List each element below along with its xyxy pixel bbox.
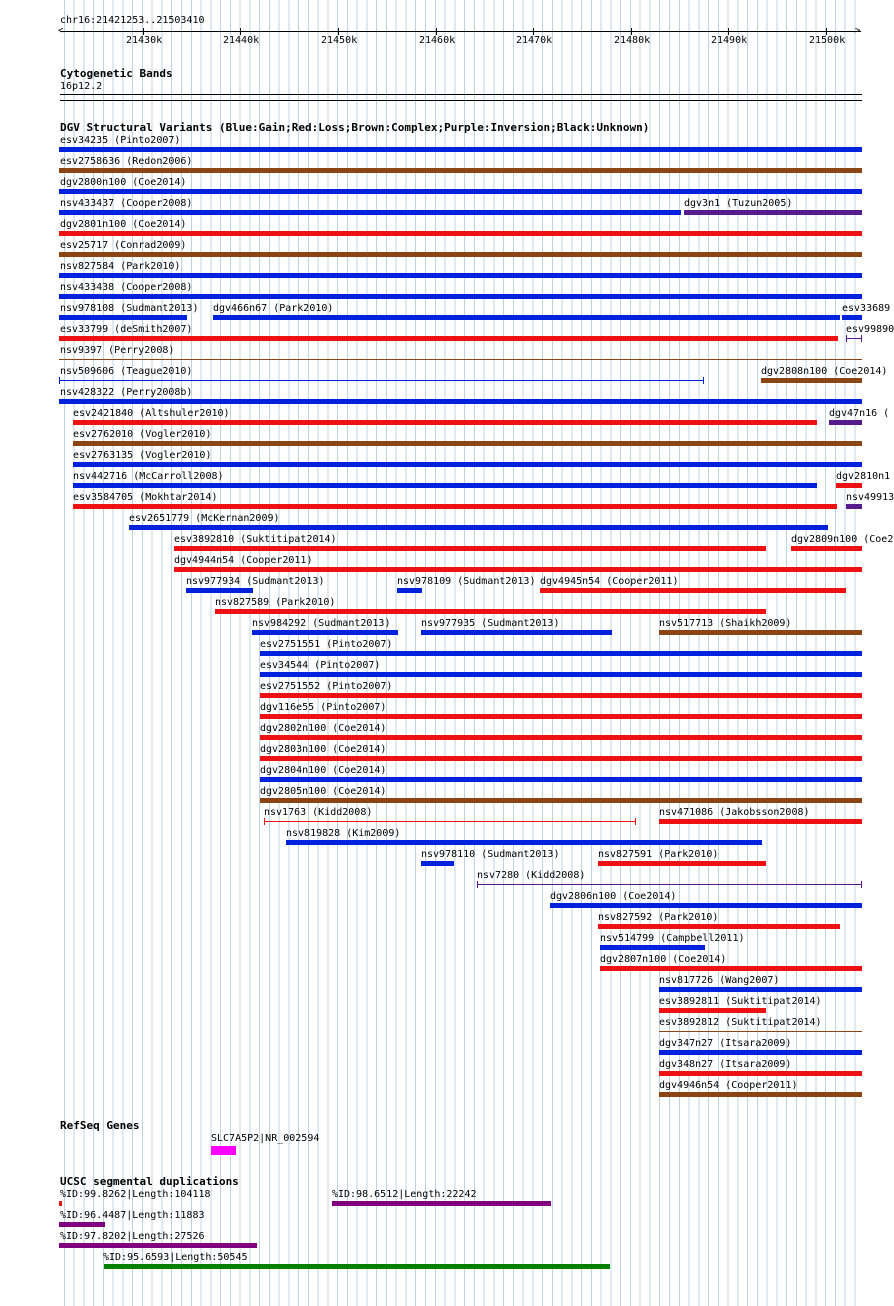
dgv-feature-label[interactable]: dgv47n16 ( bbox=[829, 408, 890, 419]
segdup-feature-bar[interactable] bbox=[332, 1201, 551, 1206]
dgv-feature-label[interactable]: esv3892812 (Suktitipat2014) bbox=[659, 1017, 822, 1028]
dgv-feature-label[interactable]: dgv2810n1 bbox=[836, 471, 891, 482]
ruler-tick-label: 21500k bbox=[809, 35, 846, 46]
ruler-tick-label: 21470k bbox=[516, 35, 553, 46]
ruler-tick-label: 21460k bbox=[419, 35, 456, 46]
dgv-track-title: DGV Structural Variants (Blue:Gain;Red:Loss;Brown:Complex;Purple:Inversion;Black:Unknown) bbox=[60, 121, 650, 134]
dgv-feature-label[interactable]: esv99890 bbox=[846, 324, 894, 335]
dgv-feature-label[interactable]: nsv1763 (Kidd2008) bbox=[264, 807, 373, 818]
dgv-feature-label[interactable]: nsv827589 (Park2010) bbox=[215, 597, 336, 608]
dgv-feature-label[interactable]: nsv827591 (Park2010) bbox=[598, 849, 719, 860]
dgv-feature-label[interactable]: dgv2803n100 (Coe2014) bbox=[260, 744, 387, 755]
dgv-feature-label[interactable]: dgv466n67 (Park2010) bbox=[213, 303, 334, 314]
dgv-feature-label[interactable]: dgv2809n100 (Coe2 bbox=[791, 534, 894, 545]
dgv-feature-label[interactable]: esv34544 (Pinto2007) bbox=[260, 660, 381, 671]
dgv-feature-label[interactable]: esv3584705 (Mokhtar2014) bbox=[73, 492, 218, 503]
ruler-tick-label: 21450k bbox=[321, 35, 358, 46]
dgv-feature-label[interactable]: nsv514799 (Campbell2011) bbox=[600, 933, 745, 944]
segdup-feature-bar[interactable] bbox=[59, 1201, 62, 1206]
dgv-feature-label[interactable]: dgv4945n54 (Cooper2011) bbox=[540, 576, 679, 587]
dgv-feature-label[interactable]: nsv984292 (Sudmant2013) bbox=[252, 618, 391, 629]
dgv-feature-label[interactable]: nsv49913 bbox=[846, 492, 894, 503]
dgv-feature-label[interactable]: esv2421840 (Altshuler2010) bbox=[73, 408, 230, 419]
cytoband-label: 16p12.2 bbox=[60, 81, 103, 92]
dgv-feature-label[interactable]: nsv9397 (Perry2008) bbox=[60, 345, 175, 356]
segdup-feature-label[interactable]: %ID:96.4487|Length:11883 bbox=[60, 1210, 205, 1221]
dgv-feature-label[interactable]: nsv428322 (Perry2008b) bbox=[60, 387, 193, 398]
segdup-feature-bar[interactable] bbox=[104, 1264, 610, 1269]
dgv-feature-label[interactable]: nsv977934 (Sudmant2013) bbox=[186, 576, 325, 587]
ruler-left-arrow: < bbox=[58, 26, 64, 36]
refseq-gene-label[interactable]: SLC7A5P2|NR_002594 bbox=[211, 1133, 320, 1144]
dgv-feature-label[interactable]: nsv433438 (Cooper2008) bbox=[60, 282, 193, 293]
ruler-tick-label: 21480k bbox=[614, 35, 651, 46]
ruler-tick-label: 21440k bbox=[223, 35, 260, 46]
refseq-track-title: RefSeq Genes bbox=[60, 1119, 140, 1132]
ruler-right-arrow: > bbox=[855, 26, 861, 36]
segdup-feature-label[interactable]: %ID:97.8202|Length:27526 bbox=[60, 1231, 205, 1242]
dgv-feature-label[interactable]: dgv2805n100 (Coe2014) bbox=[260, 786, 387, 797]
dgv-feature-label[interactable]: nsv517713 (Shaikh2009) bbox=[659, 618, 792, 629]
dgv-feature-label[interactable]: nsv819828 (Kim2009) bbox=[286, 828, 401, 839]
dgv-feature-label[interactable]: esv33689 bbox=[842, 303, 891, 314]
segdup-feature-label[interactable]: %ID:98.6512|Length:22242 bbox=[332, 1189, 477, 1200]
dgv-feature-label[interactable]: esv2758636 (Redon2006) bbox=[60, 156, 193, 167]
dgv-feature-label[interactable]: nsv442716 (McCarroll2008) bbox=[73, 471, 224, 482]
dgv-feature-label[interactable]: esv3892811 (Suktitipat2014) bbox=[659, 996, 822, 1007]
dgv-feature-label[interactable]: nsv827584 (Park2010) bbox=[60, 261, 181, 272]
segdup-feature-label[interactable]: %ID:95.6593|Length:50545 bbox=[103, 1252, 248, 1263]
dgv-feature-label[interactable]: nsv509606 (Teague2010) bbox=[60, 366, 193, 377]
segdup-feature-label[interactable]: %ID:99.8262|Length:104118 bbox=[60, 1189, 211, 1200]
segdup-track-title: UCSC segmental duplications bbox=[60, 1175, 239, 1188]
dgv-feature-label[interactable]: esv2751551 (Pinto2007) bbox=[260, 639, 393, 650]
ruler-tick-label: 21430k bbox=[126, 35, 163, 46]
dgv-feature-label[interactable]: esv3892810 (Suktitipat2014) bbox=[174, 534, 337, 545]
dgv-feature-label[interactable]: esv2651779 (McKernan2009) bbox=[129, 513, 280, 524]
dgv-feature-label[interactable]: nsv817726 (Wang2007) bbox=[659, 975, 780, 986]
cytoband-track-title: Cytogenetic Bands bbox=[60, 67, 173, 80]
dgv-feature-label[interactable]: dgv348n27 (Itsara2009) bbox=[659, 1059, 792, 1070]
dgv-feature-label[interactable]: dgv3n1 (Tuzun2005) bbox=[684, 198, 793, 209]
ruler-tick-label: 21490k bbox=[711, 35, 748, 46]
dgv-feature-label[interactable]: dgv2802n100 (Coe2014) bbox=[260, 723, 387, 734]
dgv-feature-label[interactable]: nsv7280 (Kidd2008) bbox=[477, 870, 586, 881]
dgv-feature-label[interactable]: esv2751552 (Pinto2007) bbox=[260, 681, 393, 692]
dgv-feature-label[interactable]: esv2763135 (Vogler2010) bbox=[73, 450, 212, 461]
dgv-feature-label[interactable]: dgv2801n100 (Coe2014) bbox=[60, 219, 187, 230]
dgv-feature-label[interactable]: esv25717 (Conrad2009) bbox=[60, 240, 187, 251]
dgv-feature-label[interactable]: dgv2807n100 (Coe2014) bbox=[600, 954, 727, 965]
dgv-feature-label[interactable]: nsv978109 (Sudmant2013) bbox=[397, 576, 536, 587]
dgv-feature-label[interactable]: nsv471086 (Jakobsson2008) bbox=[659, 807, 810, 818]
region-label: chr16:21421253..21503410 bbox=[60, 15, 205, 26]
dgv-feature-label[interactable]: esv2762010 (Vogler2010) bbox=[73, 429, 212, 440]
segdup-feature-bar[interactable] bbox=[59, 1222, 105, 1227]
dgv-feature-label[interactable]: nsv977935 (Sudmant2013) bbox=[421, 618, 560, 629]
dgv-feature-label[interactable]: dgv4944n54 (Cooper2011) bbox=[174, 555, 313, 566]
dgv-feature-label[interactable]: dgv2800n100 (Coe2014) bbox=[60, 177, 187, 188]
dgv-feature-label[interactable]: dgv2806n100 (Coe2014) bbox=[550, 891, 677, 902]
dgv-feature-label[interactable]: dgv2808n100 (Coe2014) bbox=[761, 366, 888, 377]
dgv-feature-label[interactable]: dgv2804n100 (Coe2014) bbox=[260, 765, 387, 776]
dgv-feature-label[interactable]: esv34235 (Pinto2007) bbox=[60, 135, 181, 146]
dgv-feature-label[interactable]: nsv978108 (Sudmant2013) bbox=[60, 303, 199, 314]
dgv-feature-label[interactable]: nsv433437 (Cooper2008) bbox=[60, 198, 193, 209]
dgv-feature-label[interactable]: dgv116e55 (Pinto2007) bbox=[260, 702, 387, 713]
segdup-feature-bar[interactable] bbox=[59, 1243, 257, 1248]
dgv-feature-label[interactable]: dgv4946n54 (Cooper2011) bbox=[659, 1080, 798, 1091]
dgv-feature-label[interactable]: esv33799 (deSmith2007) bbox=[60, 324, 193, 335]
dgv-feature-label[interactable]: nsv827592 (Park2010) bbox=[598, 912, 719, 923]
dgv-feature-label[interactable]: nsv978110 (Sudmant2013) bbox=[421, 849, 560, 860]
dgv-feature-label[interactable]: dgv347n27 (Itsara2009) bbox=[659, 1038, 792, 1049]
